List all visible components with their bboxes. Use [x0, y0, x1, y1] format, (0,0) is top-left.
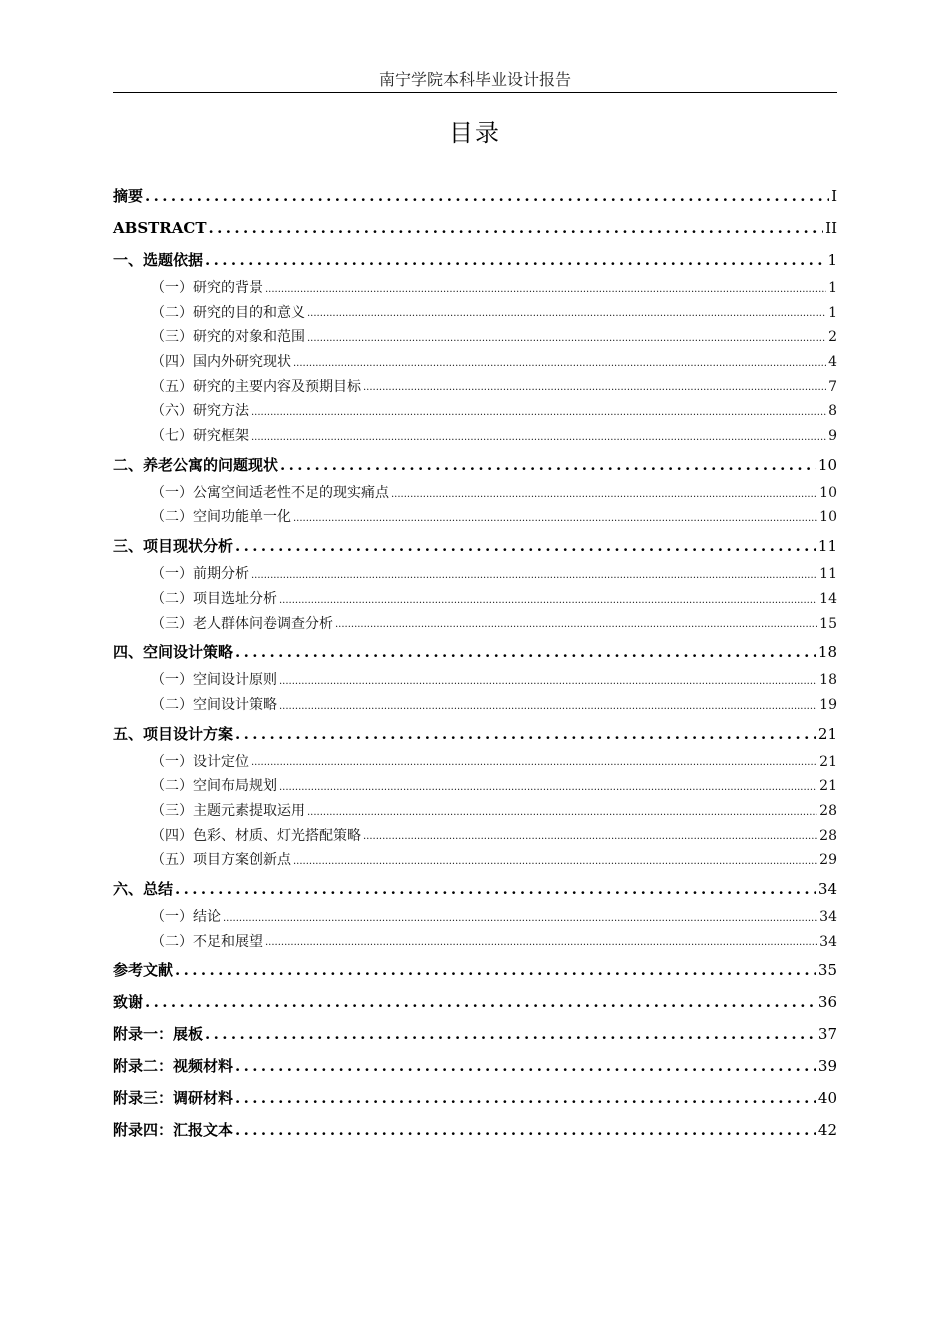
- toc-entry-section[interactable]: [113, 276, 837, 301]
- toc-dot-leader: [235, 1082, 816, 1114]
- toc-entry-section[interactable]: [113, 668, 837, 693]
- toc-entry-label: 附录一：展板: [113, 1025, 204, 1044]
- toc-entry-page-number: 35: [817, 961, 837, 980]
- toc-entry-page-number: 1: [828, 304, 837, 321]
- toc-entry-section[interactable]: [113, 824, 837, 849]
- toc-dot-leader: [175, 873, 816, 905]
- toc-entry-chapter[interactable]: [113, 212, 837, 244]
- toc-entry-chapter[interactable]: [113, 718, 837, 750]
- toc-dot-leader: [265, 930, 817, 955]
- toc-entry-label: （一）空间设计原则: [151, 672, 277, 689]
- toc-entry-label: ABSTRACT: [113, 219, 207, 237]
- toc-entry-section[interactable]: [113, 506, 837, 531]
- toc-entry-section[interactable]: [113, 799, 837, 824]
- page-title: 目录: [449, 119, 501, 147]
- toc-entry-label: （五）项目方案创新点: [151, 852, 291, 869]
- toc-entry-page-number: 9: [828, 428, 837, 445]
- toc-entry-page-number: II: [825, 219, 837, 237]
- toc-entry-section[interactable]: [113, 905, 837, 930]
- toc-dot-leader: [145, 180, 829, 212]
- toc-entry-label: 致谢: [113, 993, 144, 1012]
- toc-entry-label: （二）空间设计策略: [151, 696, 277, 713]
- toc-entry-page-number: 11: [819, 566, 837, 583]
- toc-entry-page-number: 29: [819, 852, 837, 869]
- toc-dot-leader: [293, 506, 817, 531]
- toc-entry-page-number: 18: [819, 672, 837, 689]
- toc-entry-label: （二）项目选址分析: [151, 590, 277, 607]
- toc-entry-page-number: 34: [817, 880, 837, 899]
- toc-entry-label: （三）老人群体问卷调查分析: [151, 615, 333, 632]
- toc-entry-page-number: 21: [819, 778, 837, 795]
- toc-dot-leader: [251, 424, 826, 449]
- toc-entry-chapter[interactable]: [113, 180, 837, 212]
- toc-entry-section[interactable]: [113, 750, 837, 775]
- toc-entry-section[interactable]: [113, 693, 837, 718]
- toc-entry-label: 摘要: [113, 187, 144, 205]
- toc-entry-chapter[interactable]: [113, 449, 837, 481]
- toc-entry-section[interactable]: [113, 774, 837, 799]
- toc-entry-label: （三）研究的对象和范围: [151, 329, 305, 346]
- toc-entry-label: （四）国内外研究现状: [151, 354, 291, 371]
- toc-entry-section[interactable]: [113, 424, 837, 449]
- toc-entry-label: （四）色彩、材质、灯光搭配策略: [151, 827, 361, 844]
- toc-entry-section[interactable]: [113, 301, 837, 326]
- toc-entry-page-number: 34: [819, 909, 837, 926]
- toc-dot-leader: [235, 1050, 816, 1082]
- toc-entry-page-number: 28: [819, 827, 837, 844]
- toc-dot-leader: [391, 481, 817, 506]
- toc-entry-label: （五）研究的主要内容及预期目标: [151, 378, 361, 395]
- toc-dot-leader: [265, 276, 826, 301]
- toc-entry-page-number: 39: [817, 1057, 837, 1076]
- toc-entry-label: 五、项目设计方案: [113, 724, 234, 743]
- toc-entry-page-number: 10: [819, 484, 837, 501]
- toc-entry-section[interactable]: [113, 848, 837, 873]
- toc-entry-page-number: 10: [817, 455, 837, 474]
- toc-entry-chapter[interactable]: [113, 1050, 837, 1082]
- toc-entry-section[interactable]: [113, 399, 837, 424]
- toc-entry-page-number: 40: [817, 1089, 837, 1108]
- toc-dot-leader: [363, 824, 817, 849]
- toc-dot-leader: [279, 774, 817, 799]
- toc-entry-chapter[interactable]: [113, 1018, 837, 1050]
- toc-dot-leader: [307, 799, 817, 824]
- toc-entry-section[interactable]: [113, 612, 837, 637]
- toc-dot-leader: [251, 562, 817, 587]
- toc-dot-leader: [307, 301, 826, 326]
- toc-entry-label: （一）研究的背景: [151, 279, 263, 296]
- toc-entry-label: （一）结论: [151, 909, 221, 926]
- toc-dot-leader: [280, 449, 816, 481]
- toc-dot-leader: [175, 954, 816, 986]
- toc-dot-leader: [293, 350, 826, 375]
- toc-entry-page-number: 2: [828, 329, 837, 346]
- toc-dot-leader: [209, 212, 824, 244]
- toc-dot-leader: [251, 399, 826, 424]
- toc-entry-page-number: 1: [828, 279, 837, 296]
- toc-entry-label: （六）研究方法: [151, 403, 249, 420]
- toc-entry-page-number: 15: [819, 615, 837, 632]
- toc-entry-label: （七）研究框架: [151, 428, 249, 445]
- toc-dot-leader: [293, 848, 817, 873]
- toc-dot-leader: [279, 693, 817, 718]
- toc-entry-page-number: 19: [819, 696, 837, 713]
- toc-entry-page-number: 42: [817, 1121, 837, 1140]
- toc-dot-leader: [145, 986, 816, 1018]
- toc-entry-label: 二、养老公寓的问题现状: [113, 455, 279, 474]
- toc-entry-label: （一）前期分析: [151, 566, 249, 583]
- toc-entry-chapter[interactable]: [113, 636, 837, 668]
- toc-dot-leader: [223, 905, 817, 930]
- toc-dot-leader: [235, 1114, 816, 1146]
- toc-entry-section[interactable]: [113, 325, 837, 350]
- toc-entry-label: 参考文献: [113, 961, 174, 980]
- toc-entry-page-number: 34: [819, 933, 837, 950]
- toc-entry-section[interactable]: [113, 587, 837, 612]
- toc-entry-label: （二）研究的目的和意义: [151, 304, 305, 321]
- toc-entry-page-number: 8: [828, 403, 837, 420]
- toc-entry-page-number: 28: [819, 802, 837, 819]
- toc-entry-section[interactable]: [113, 930, 837, 955]
- toc-dot-leader: [307, 325, 826, 350]
- toc-dot-leader: [235, 718, 816, 750]
- toc-entry-page-number: 4: [828, 354, 837, 371]
- toc-entry-label: 一、选题依据: [113, 251, 204, 269]
- toc-entry-label: （二）不足和展望: [151, 933, 263, 950]
- toc-entry-page-number: 21: [817, 724, 837, 743]
- toc-entry-label: （二）空间布局规划: [151, 778, 277, 795]
- toc-entry-chapter[interactable]: [113, 530, 837, 562]
- toc-entry-page-number: 10: [819, 509, 837, 526]
- toc-dot-leader: [205, 1018, 816, 1050]
- toc-entry-section[interactable]: [113, 481, 837, 506]
- toc-entry-label: 六、总结: [113, 880, 174, 899]
- toc-entry-label: 四、空间设计策略: [113, 643, 234, 662]
- toc-entry-label: （二）空间功能单一化: [151, 509, 291, 526]
- toc-dot-leader: [235, 636, 816, 668]
- toc-entry-page-number: I: [831, 187, 837, 205]
- toc-entry-page-number: 18: [817, 643, 837, 662]
- page-header: [113, 68, 837, 93]
- header-text: 南宁学院本科毕业设计报告: [378, 70, 571, 89]
- table-of-contents: [113, 180, 837, 1146]
- toc-entry-section[interactable]: [113, 562, 837, 587]
- toc-entry-label: 附录三：调研材料: [113, 1089, 234, 1108]
- toc-entry-section[interactable]: [113, 350, 837, 375]
- toc-entry-label: （一）公寓空间适老性不足的现实痛点: [151, 484, 389, 501]
- toc-entry-chapter[interactable]: [113, 954, 837, 986]
- toc-entry-page-number: 14: [819, 590, 837, 607]
- toc-dot-leader: [279, 668, 817, 693]
- toc-dot-leader: [235, 530, 816, 562]
- toc-entry-label: 附录四：汇报文本: [113, 1121, 234, 1140]
- toc-entry-label: （一）设计定位: [151, 753, 249, 770]
- toc-dot-leader: [363, 375, 826, 400]
- toc-entry-page-number: 36: [817, 993, 837, 1012]
- toc-entry-page-number: 1: [827, 251, 837, 269]
- toc-entry-page-number: 7: [828, 378, 837, 395]
- toc-dot-leader: [205, 244, 825, 276]
- toc-dot-leader: [279, 587, 817, 612]
- toc-entry-label: 附录二：视频材料: [113, 1057, 234, 1076]
- toc-dot-leader: [251, 750, 817, 775]
- toc-entry-chapter[interactable]: [113, 1082, 837, 1114]
- toc-entry-page-number: 37: [817, 1025, 837, 1044]
- toc-entry-chapter[interactable]: [113, 244, 837, 276]
- toc-entry-section[interactable]: [113, 375, 837, 400]
- toc-entry-chapter[interactable]: [113, 986, 837, 1018]
- toc-entry-chapter[interactable]: [113, 873, 837, 905]
- toc-entry-page-number: 11: [817, 537, 837, 556]
- toc-dot-leader: [335, 612, 817, 637]
- toc-entry-chapter[interactable]: [113, 1114, 837, 1146]
- toc-entry-label: （三）主题元素提取运用: [151, 802, 305, 819]
- toc-entry-page-number: 21: [819, 753, 837, 770]
- toc-entry-label: 三、项目现状分析: [113, 537, 234, 556]
